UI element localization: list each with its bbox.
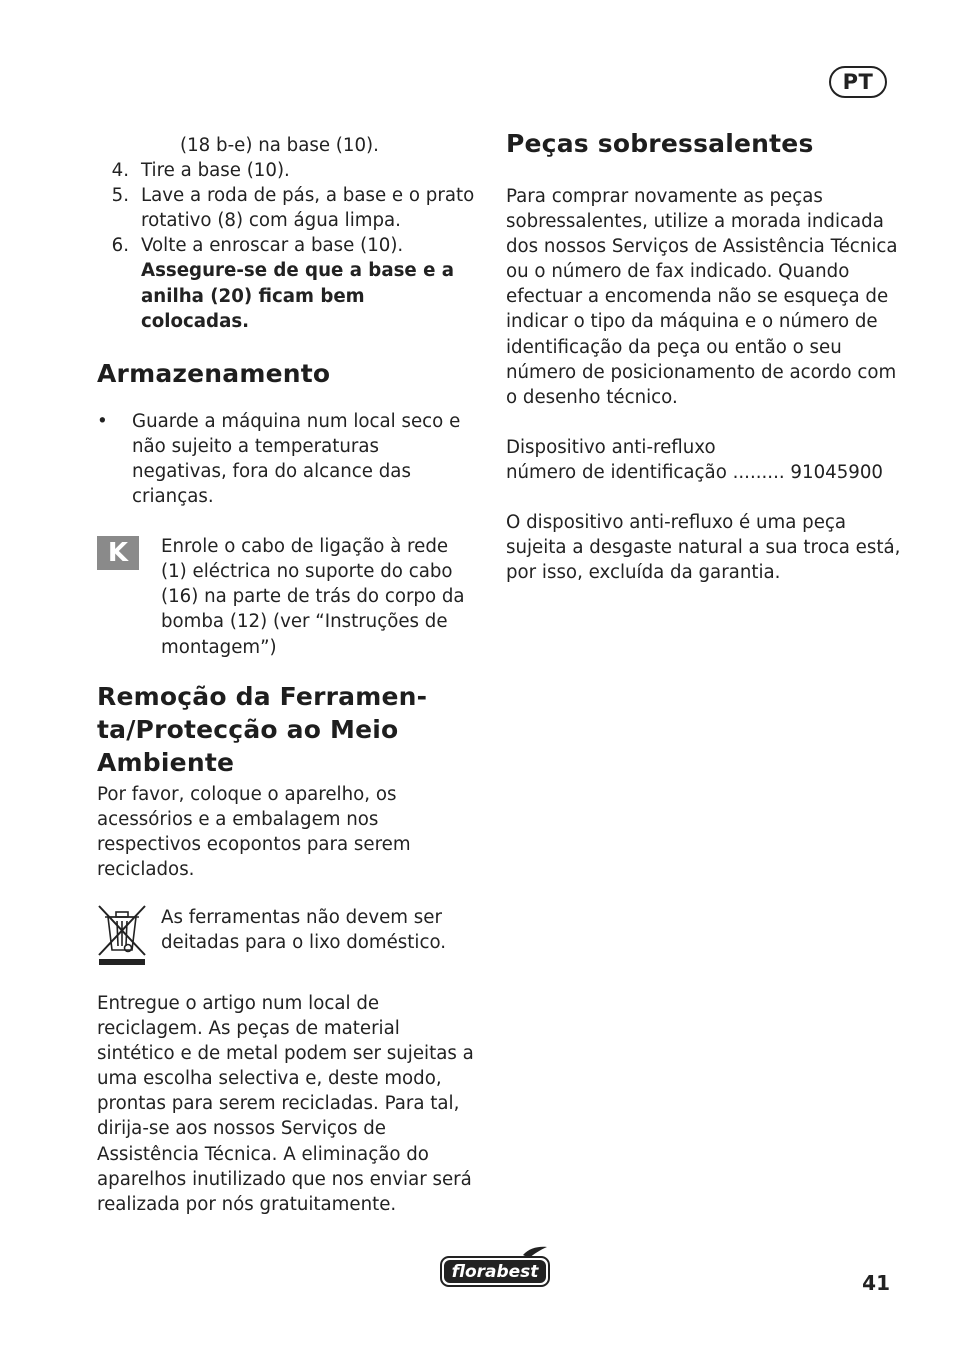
- step-text: Lave a roda de pás, a base e o prato rotativo (8) com água limpa.: [141, 185, 475, 232]
- list-item: [97, 183, 477, 233]
- k-badge: K: [97, 536, 139, 570]
- step-number: 5.: [111, 185, 129, 207]
- step-text-group: [141, 233, 477, 333]
- storage-bullet: [97, 409, 477, 509]
- step-warning: Assegure-se de que a base e a anilha (20) ficam bem colocadas.: [141, 260, 455, 332]
- crossed-out-bin-icon: [97, 903, 147, 967]
- storage-heading: Armazenamento: [97, 358, 331, 388]
- wear-part-paragraph: O dispositivo anti-refluxo é uma peça sujeita a desgaste natural a sua troca está, por isso, excluída da garantia.: [506, 512, 901, 584]
- step-text: Volte a enroscar a base (10).: [141, 235, 404, 257]
- step-list: [97, 158, 477, 334]
- part-name: Dispositivo anti-refluxo: [506, 436, 716, 458]
- language-badge: PT: [829, 66, 887, 98]
- step-number: 4.: [111, 160, 129, 182]
- spare-parts-heading: Peças sobressalentes: [506, 129, 814, 158]
- page-number: 41: [862, 1271, 890, 1295]
- disposal-heading-line: ta/Protecção ao Meio: [97, 714, 399, 744]
- spare-parts-paragraph: Para comprar novamente as peças sobressalentes, utilize a morada indicada dos nossos Serviços de Assistência Técnica ou o número de fax indicado. Quando efectuar a encomenda não se esqueça de indicar o tipo da máquina e o número de identificação da peça ou então o seu número de posicionamento de acordo com o desenho técnico.: [506, 186, 898, 408]
- disposal-heading: [97, 680, 477, 779]
- florabest-logo: [439, 1246, 551, 1288]
- bullet-icon: •: [97, 410, 108, 432]
- bin-notice: [97, 905, 477, 967]
- part-id: número de identificação ......... 91045900: [506, 461, 883, 483]
- disposal-heading-line: Ambiente: [97, 747, 235, 777]
- logo-text: florabest: [451, 1262, 539, 1282]
- right-column: [506, 127, 901, 585]
- k-instruction: [97, 534, 477, 659]
- bin-text: As ferramentas não devem ser deitadas para o lixo doméstico.: [161, 906, 447, 954]
- step-number: 6.: [111, 235, 129, 257]
- k-text: Enrole o cabo de ligação à rede (1) eléctrica no suporte do cabo (16) na parte de trás do corpo da bomba (12) (ver “Instruções de montagem”): [161, 536, 465, 658]
- step-text: Tire a base (10).: [141, 160, 290, 182]
- disposal-body: Entregue o artigo num local de reciclagem. As peças de material sintético e de metal podem ser sujeitas a uma escolha selectiva e, deste modo, prontas para serem recicladas. Para tal, dirija-se aos nossos Serviços de Assistência Técnica. A eliminação do aparelhos inutilizado que nos enviar será realizada por nós gratuitamente.: [97, 992, 474, 1215]
- list-item: [97, 158, 477, 183]
- left-column: [97, 133, 477, 1217]
- bullet-text: Guarde a máquina num local seco e não sujeito a temperaturas negativas, fora do alcance das crianças.: [132, 410, 461, 508]
- disposal-intro: Por favor, coloque o aparelho, os acessórios e a embalagem nos respectivos ecopontos para serem reciclados.: [97, 783, 411, 880]
- disposal-heading-line: Remoção da Ferramen-: [97, 681, 428, 711]
- step-continuation: (18 b-e) na base (10).: [180, 135, 379, 156]
- list-item: [97, 233, 477, 333]
